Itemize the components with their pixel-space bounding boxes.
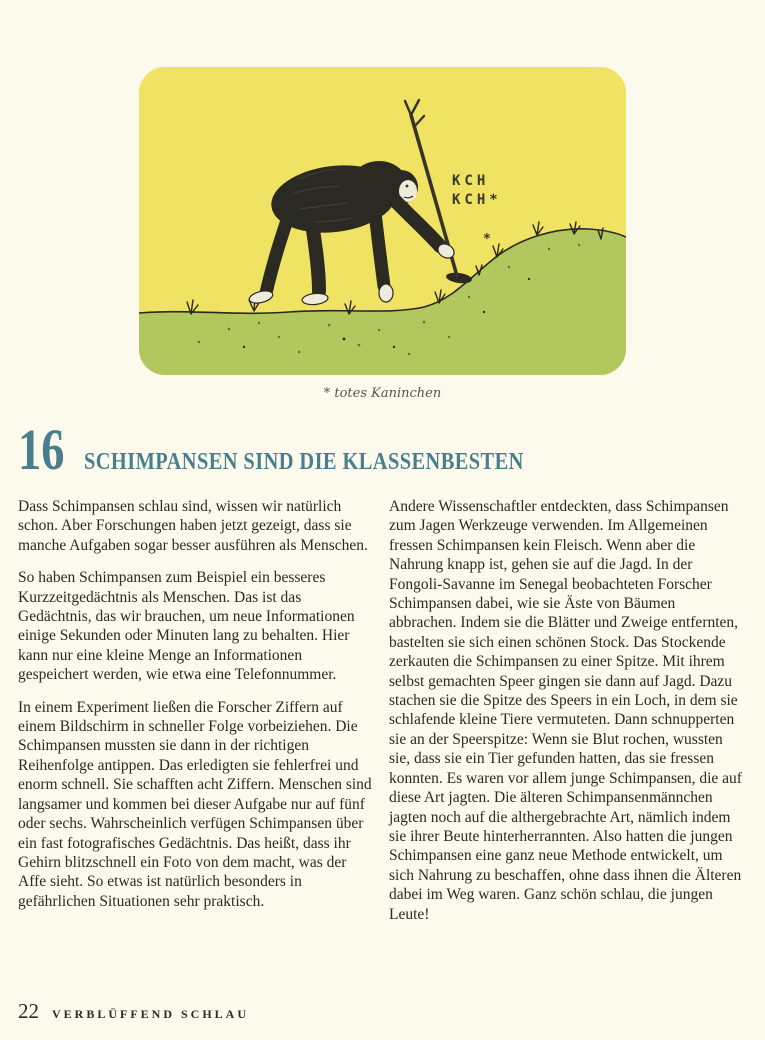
- page-footer: [18, 999, 249, 1024]
- book-title: VERBLÜFFEND SCHLAU: [52, 1007, 250, 1021]
- chimpanzee-drawing: [139, 67, 626, 375]
- sound-line-2: KCH*: [452, 192, 502, 208]
- footnote-asterisk: *: [483, 232, 491, 247]
- right-column: [389, 497, 745, 937]
- sound-line-1: KCH: [452, 173, 490, 189]
- chapter-title: SCHIMPANSEN SIND DIE KLASSENBESTEN: [84, 449, 524, 475]
- paragraph: Dass Schimpansen schlau sind, wissen wir natürlich schon. Aber Forschungen haben jetzt gezeigt, dass sie manche Aufgaben sogar besser ausführen als Menschen.: [18, 498, 368, 554]
- chapter-number: 16: [18, 417, 65, 482]
- illustration-section: [0, 0, 765, 401]
- chapter-heading: [18, 417, 745, 482]
- illustration-caption: * totes Kaninchen: [323, 386, 442, 401]
- paragraph: Andere Wissenschaftler entdeckten, dass Schimpansen zum Jagen Werkzeuge verwenden. Im Allgemeinen fressen Schimpansen kein Fleisch. Wenn aber die Nahrung knapp ist, gehen sie auf die Jagd. In der Fongoli-Savanne im Senegal beobachteten Forscher Schimpansen dabei, wie sie Äste von Bäumen abbrachen. Indem sie die Blätter und Zweige entfernten, bastelten sie sich einen schönen Stock. Das Stockende zerkauten die Schimpansen zu einer Spitze. Mit ihrem selbst gemachten Speer gingen sie dann auf Jagd. Dazu stachen sie die Spitze des Speers in ein Loch, in dem sie schlafende kleine Tiere vermuteten. Dann schnupperten sie an der Speerspitze: Wenn sie Blut rochen, wussten sie, dass sie ein Tier gefunden hatten, das sie fressen konnten. Es waren vor allem junge Schimpansen, die auf diese Art jagten. Die älteren Schimpansenmännchen jagten noch auf die althergebrachte Art, nämlich indem sie ihrer Beute hinterherrannten. Also hatten die jungen Schimpansen eine ganz neue Methode entwickelt, um sich Nahrung zu beschaffen, ohne dass ihnen die Älteren dabei im Weg waren. Ganz schön schlau, die jungen Leute!: [389, 498, 742, 923]
- left-column: [18, 497, 374, 937]
- page-number: 22: [18, 999, 39, 1023]
- paragraph: In einem Experiment ließen die Forscher Ziffern auf einem Bildschirm in schneller Folge vorbeiziehen. Die Schimpansen mussten sie dann in der richtigen Reihenfolge antippen. Das erledigten sie fehlerfrei und enorm schnell. Sie schafften acht Ziffern. Menschen sind langsamer und kommen bei dieser Aufgabe nur auf fünf oder sechs. Wahrscheinlich verfügen Schimpansen über ein fast fotografisches Gedächtnis. Das heißt, dass ihr Gehirn blitzschnell ein Foto von dem macht, was der Affe sieht. So etwas ist natürlich besonders in gefährlichen Situationen sehr praktisch.: [18, 698, 372, 910]
- chimpanzee-illustration: [139, 67, 626, 375]
- paragraph: So haben Schimpansen zum Beispiel ein besseres Kurzzeitgedächtnis als Menschen. Das ist das Gedächtnis, das wir brauchen, um neue Informationen einige Sekunden oder Minuten lang zu behalten. Hier kann nur eine kleine Menge an Informationen gespeichert werden, wie etwa eine Telefonnummer.: [18, 569, 355, 684]
- body-text: [0, 479, 765, 937]
